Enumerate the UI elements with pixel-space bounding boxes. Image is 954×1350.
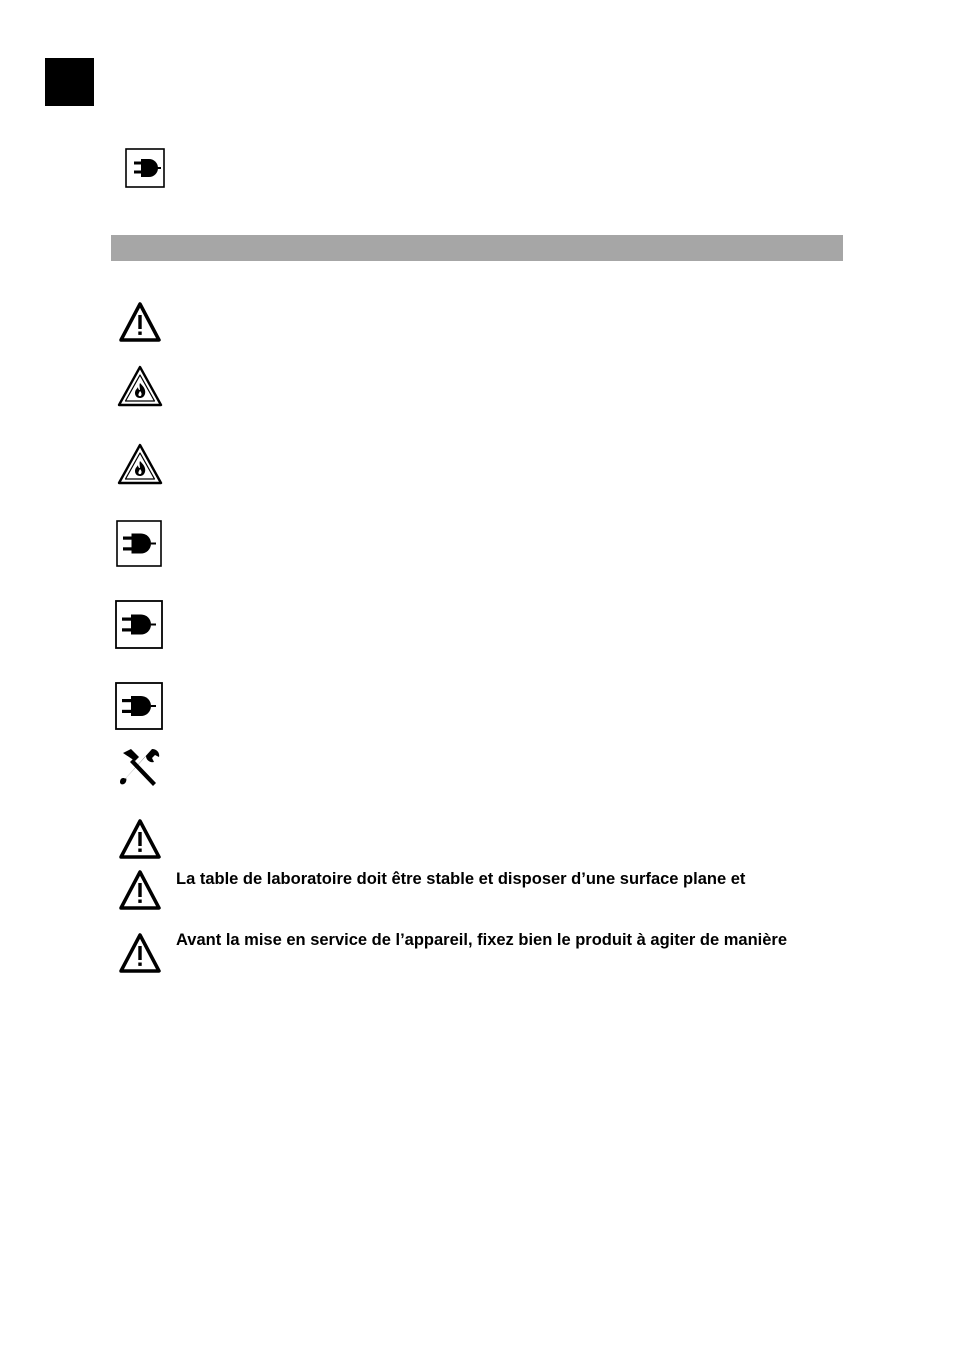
section-header-bar (111, 235, 843, 261)
flammable-icon (116, 442, 164, 486)
warning-icon (118, 301, 162, 343)
warning-icon (118, 869, 162, 911)
plug-icon (125, 148, 165, 188)
flammable-icon (116, 364, 164, 408)
plug-icon (115, 682, 163, 730)
warning-icon (118, 818, 162, 860)
notice-lab-table: La table de laboratoire doit être stable et disposer d’une surface plane et (176, 870, 746, 888)
plug-icon (115, 600, 163, 649)
tools-icon (118, 747, 162, 787)
plug-icon (116, 520, 162, 567)
page-marker-block (45, 58, 94, 106)
warning-icon (118, 932, 162, 974)
notice-fix-product: Avant la mise en service de l’appareil, fixez bien le produit à agiter de manière (176, 931, 788, 949)
